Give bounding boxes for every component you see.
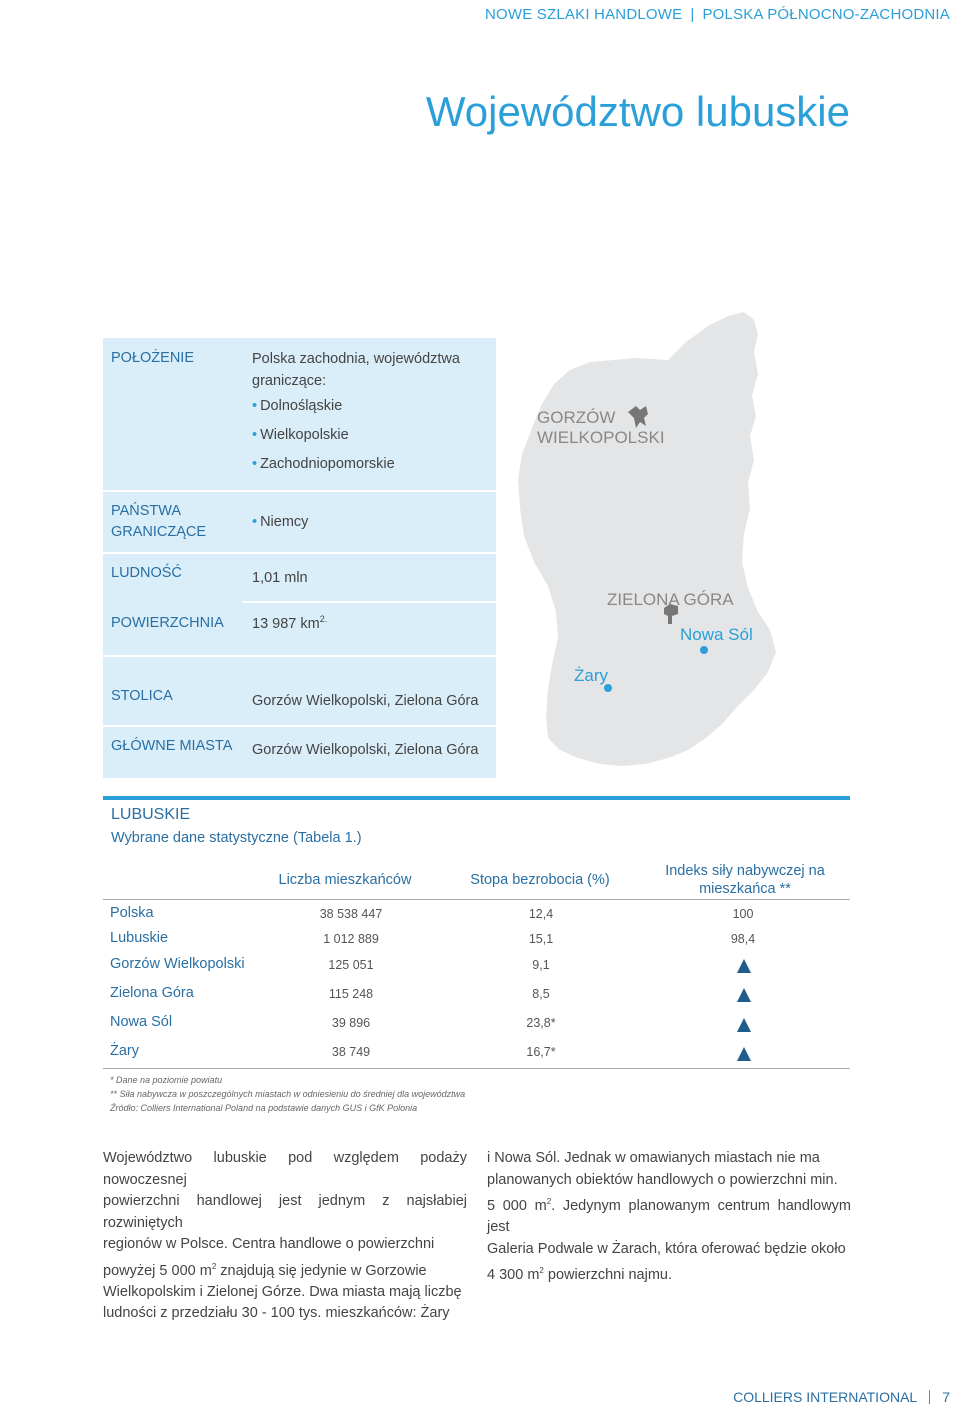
table-row bbox=[103, 956, 850, 981]
body-paragraph-right bbox=[487, 1148, 851, 1287]
body-paragraph-left bbox=[103, 1148, 467, 1325]
para-right-line bbox=[487, 1260, 851, 1286]
row-population: 125 051 bbox=[328, 958, 374, 972]
divider bbox=[103, 725, 496, 727]
para-left-line: ludności z przedziału 30 - 100 tys. mieszkańców: Żary bbox=[103, 1305, 450, 1322]
polozenie-intro-1: Polska zachodnia, województwa bbox=[252, 351, 460, 367]
divider bbox=[103, 655, 496, 657]
row-unemployment: 23,8* bbox=[526, 1016, 556, 1030]
triangle-up-icon bbox=[737, 988, 751, 1002]
map-label-zielona: ZIELONA GÓRA bbox=[607, 590, 734, 609]
table-subtitle: Wybrane dane statystyczne (Tabela 1.) bbox=[111, 830, 362, 846]
para-right-sup: 2 bbox=[546, 1197, 552, 1206]
powierzchnia-number: 13 987 km bbox=[252, 615, 320, 632]
map-dot-nowa-sol bbox=[700, 646, 708, 654]
row-name: Żary bbox=[110, 1043, 139, 1059]
region-map-shape bbox=[518, 312, 780, 767]
row-name: Zielona Góra bbox=[110, 985, 194, 1001]
row-index: 100 bbox=[732, 907, 754, 921]
row-name: Polska bbox=[110, 905, 154, 921]
footer-brand: COLLIERS INTERNATIONAL bbox=[733, 1389, 918, 1405]
row-unemployment: 8,5 bbox=[532, 987, 550, 1001]
triangle-up-icon bbox=[737, 1018, 751, 1032]
table-row bbox=[103, 1043, 850, 1068]
region-map bbox=[518, 312, 780, 767]
powierzchnia-value bbox=[252, 609, 327, 635]
para-left-sup: 2 bbox=[211, 1261, 217, 1271]
miasta-label: GŁÓWNE MIASTA bbox=[111, 738, 233, 754]
row-unemployment: 9,1 bbox=[532, 958, 550, 972]
para-right-sup: 2 bbox=[539, 1266, 544, 1276]
polozenie-item: • Zachodniopomorskie bbox=[252, 450, 460, 479]
row-population: 39 896 bbox=[331, 1016, 371, 1030]
running-header bbox=[485, 6, 950, 23]
row-unemployment: 15,1 bbox=[528, 932, 554, 946]
map-label-zary: Żary bbox=[574, 666, 608, 685]
table-note-3: Źródło: Colliers International Poland na podstawie danych GUS i GfK Polonia bbox=[110, 1103, 418, 1113]
ludnosc-value: 1,01 mln bbox=[252, 570, 308, 586]
table-row bbox=[103, 905, 850, 930]
para-left-text: powyżej 5 000 m bbox=[103, 1262, 212, 1279]
table-note-1: * Dane na poziomie powiatu bbox=[110, 1075, 223, 1085]
para-right-line: i Nowa Sól. Jednak w omawianych miastach nie ma bbox=[487, 1150, 820, 1166]
row-index: 98,4 bbox=[730, 932, 756, 946]
table-note-2: ** Siła nabywcza w poszczególnych miastach w odniesieniu do średniej dla województwa bbox=[110, 1089, 466, 1099]
ludnosc-label: LUDNOŚĆ bbox=[111, 565, 182, 581]
triangle-up-icon bbox=[737, 959, 751, 973]
page-title: Województwo lubuskie bbox=[425, 88, 850, 135]
para-right-text: 5 000 m bbox=[487, 1197, 547, 1214]
col-header-index-2: mieszkańca ** bbox=[699, 881, 791, 897]
page-footer bbox=[733, 1389, 950, 1405]
row-unemployment: 16,7* bbox=[526, 1045, 556, 1059]
info-panel bbox=[103, 338, 496, 778]
row-population: 1 012 889 bbox=[323, 932, 379, 946]
map-label-nowasol: Nowa Sól bbox=[680, 625, 753, 644]
powierzchnia-sup: 2. bbox=[319, 614, 328, 624]
table-row bbox=[103, 985, 850, 1010]
para-right-line bbox=[487, 1191, 851, 1239]
table-header-rule bbox=[103, 899, 850, 900]
para-right-text: powierzchni najmu. bbox=[543, 1267, 673, 1284]
para-left-line bbox=[103, 1256, 467, 1282]
para-right-line: planowanych obiektów handlowych o powierzchni min. bbox=[487, 1171, 838, 1188]
para-left-text: znajdują się jedynie w Gorzowie bbox=[216, 1262, 427, 1279]
col-header-index bbox=[650, 862, 840, 898]
col-header-population: Liczba mieszkańców bbox=[278, 872, 412, 888]
row-name: Nowa Sól bbox=[110, 1014, 173, 1030]
panstwa-label-1: PAŃSTWA bbox=[111, 503, 182, 519]
row-unemployment: 12,4 bbox=[528, 907, 554, 921]
header-section: NOWE SZLAKI HANDLOWE bbox=[484, 6, 683, 23]
region-outline bbox=[518, 312, 776, 766]
row-population: 115 248 bbox=[328, 987, 374, 1001]
panstwa-value: • Niemcy bbox=[252, 512, 308, 533]
panstwa-label-2: GRANICZĄCE bbox=[111, 524, 207, 540]
para-right-text: 4 300 m bbox=[487, 1267, 540, 1284]
map-label-gorzow bbox=[537, 408, 665, 448]
para-right-line: Galeria Podwale w Żarach, która oferować będzie około bbox=[487, 1240, 846, 1257]
col-header-index-1: Indeks siły nabywczej na bbox=[665, 863, 825, 879]
polozenie-item: • Wielkopolskie bbox=[252, 421, 460, 450]
polozenie-label: POŁOŻENIE bbox=[111, 350, 194, 366]
divider bbox=[103, 552, 496, 554]
miasta-value: Gorzów Wielkopolski, Zielona Góra bbox=[252, 742, 479, 758]
header-region: POLSKA PÓŁNOCNO-ZACHODNIA bbox=[702, 6, 950, 23]
row-name: Lubuskie bbox=[110, 930, 169, 946]
divider bbox=[103, 490, 496, 492]
para-left-line: powierzchni handlowej jest jednym z najsłabiej rozwiniętych bbox=[103, 1193, 467, 1231]
row-population: 38 538 447 bbox=[319, 907, 383, 921]
panstwa-label bbox=[111, 501, 206, 543]
table-row bbox=[103, 930, 850, 955]
polozenie-intro-2: graniczące: bbox=[252, 373, 327, 389]
para-right-text: . Jedynym planowanym centrum handlowym jest bbox=[487, 1197, 851, 1236]
para-left-line: regionów w Polsce. Centra handlowe o powierzchni bbox=[103, 1236, 435, 1252]
col-header-unemployment: Stopa bezrobocia (%) bbox=[470, 872, 610, 888]
powierzchnia-label: POWIERZCHNIA bbox=[111, 615, 224, 631]
divider bbox=[242, 601, 496, 603]
header-separator: | bbox=[690, 6, 695, 23]
page-number: 7 bbox=[942, 1389, 950, 1405]
table-row bbox=[103, 1014, 850, 1039]
footer-divider bbox=[929, 1390, 930, 1404]
table-top-bar bbox=[103, 796, 850, 800]
para-left-line: Województwo lubuskie pod względem podaży nowoczesnej bbox=[103, 1150, 467, 1188]
polozenie-item: • Dolnośląskie bbox=[252, 392, 460, 421]
table-bottom-rule bbox=[103, 1068, 850, 1069]
map-label-gorzow-1: GORZÓW bbox=[537, 408, 616, 427]
stolica-label: STOLICA bbox=[111, 688, 173, 704]
triangle-up-icon bbox=[737, 1047, 751, 1061]
para-left-line: Wielkopolskim i Zielonej Górze. Dwa miasta mają liczbę bbox=[103, 1283, 462, 1300]
map-label-gorzow-2: WIELKOPOLSKI bbox=[537, 428, 665, 447]
polozenie-value bbox=[252, 348, 460, 479]
row-name: Gorzów Wielkopolski bbox=[110, 956, 245, 972]
row-population: 38 749 bbox=[331, 1045, 371, 1059]
table-heading: LUBUSKIE bbox=[111, 806, 191, 823]
stolica-value: Gorzów Wielkopolski, Zielona Góra bbox=[252, 693, 479, 709]
